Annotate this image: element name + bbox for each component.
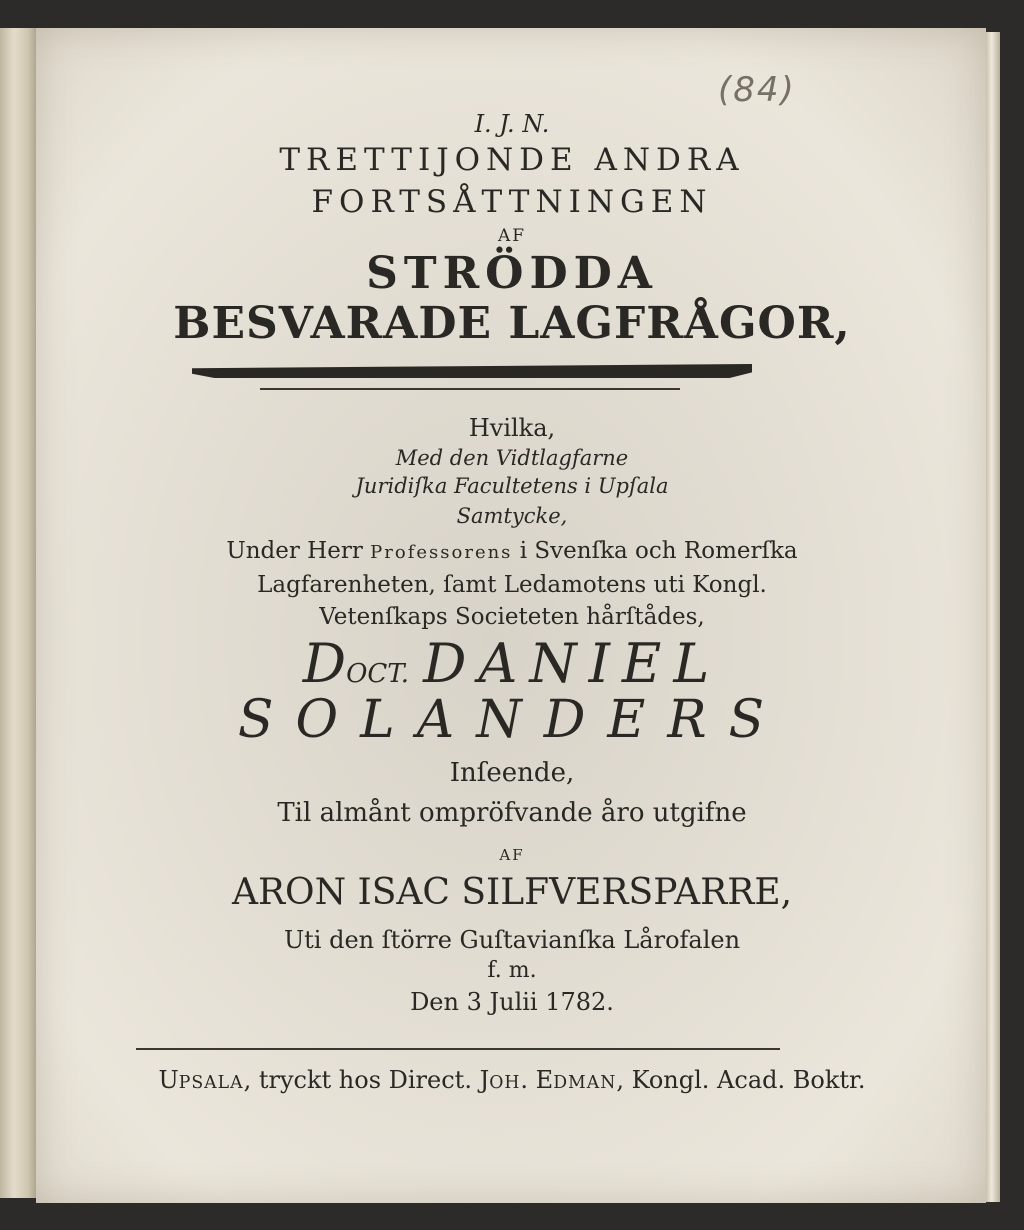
til-almant: Til almånt ompröfvande åro utgifne bbox=[277, 798, 747, 828]
imprint-upsala-initial: U bbox=[158, 1066, 179, 1094]
af-respondent: AF bbox=[499, 846, 525, 864]
praeses-last-name: SOLANDERS bbox=[237, 690, 787, 750]
imprint-edman-rest: DMAN bbox=[553, 1073, 617, 1093]
date: Den 3 Julii 1782. bbox=[410, 988, 614, 1016]
invocation: I. J. N. bbox=[474, 110, 550, 138]
title-line-1: TRETTIJONDE ANDRA bbox=[279, 142, 745, 178]
shelf-number: (84) bbox=[718, 70, 796, 110]
title-line-4: BESVARADE LAGFRÅGOR, bbox=[173, 298, 851, 349]
respondent: ARON ISAC SILFVERSPARRE, bbox=[231, 872, 793, 913]
imprint-joh-initial: J bbox=[479, 1066, 490, 1094]
inseende: Inſeende, bbox=[449, 758, 575, 788]
samtycke: Samtycke, bbox=[456, 504, 568, 528]
professorens: Professorens bbox=[370, 542, 513, 563]
vetenskaps: Vetenſkaps Societeten hårſtådes, bbox=[319, 604, 705, 630]
title-line-3: STRÖDDA bbox=[366, 248, 658, 299]
fm: f. m. bbox=[487, 958, 537, 983]
doct-rest: OCT. bbox=[346, 659, 410, 689]
imprint-rule bbox=[136, 1048, 780, 1050]
med-den: Med den Vidtlagfarne bbox=[395, 446, 629, 470]
juridiska-facultetens: Juridiſka Facultetens i Upſala bbox=[355, 474, 669, 498]
lagfarenheten: Lagfarenheten, ſamt Ledamotens uti Kongl. bbox=[257, 572, 767, 598]
thin-rule bbox=[260, 388, 680, 390]
under-herr-line bbox=[0, 538, 1024, 564]
under-suffix: i Svenſka och Romerſka bbox=[512, 538, 798, 564]
praeses-first-name: DANIEL bbox=[423, 632, 722, 695]
imprint bbox=[0, 1066, 1024, 1094]
imprint-rest: , Kongl. Acad. Boktr. bbox=[616, 1066, 866, 1094]
under-prefix: Under Herr bbox=[226, 538, 371, 564]
imprint-edman-initial: . E bbox=[520, 1066, 554, 1094]
title-line-2: FORTSÅTTNINGEN bbox=[311, 184, 713, 220]
imprint-upsala-rest: PSALA bbox=[178, 1073, 244, 1093]
title-af: AF bbox=[497, 226, 527, 246]
uti-den: Uti den ſtörre Guſtavianſka Lårofalen bbox=[283, 926, 741, 954]
hvilka: Hvilka, bbox=[468, 414, 556, 442]
praeses-first-line bbox=[0, 632, 1024, 695]
imprint-tryckt: , tryckt hos Direct. bbox=[243, 1066, 480, 1094]
doct-initial: D bbox=[302, 632, 347, 695]
imprint-joh-rest: OH bbox=[489, 1073, 521, 1093]
